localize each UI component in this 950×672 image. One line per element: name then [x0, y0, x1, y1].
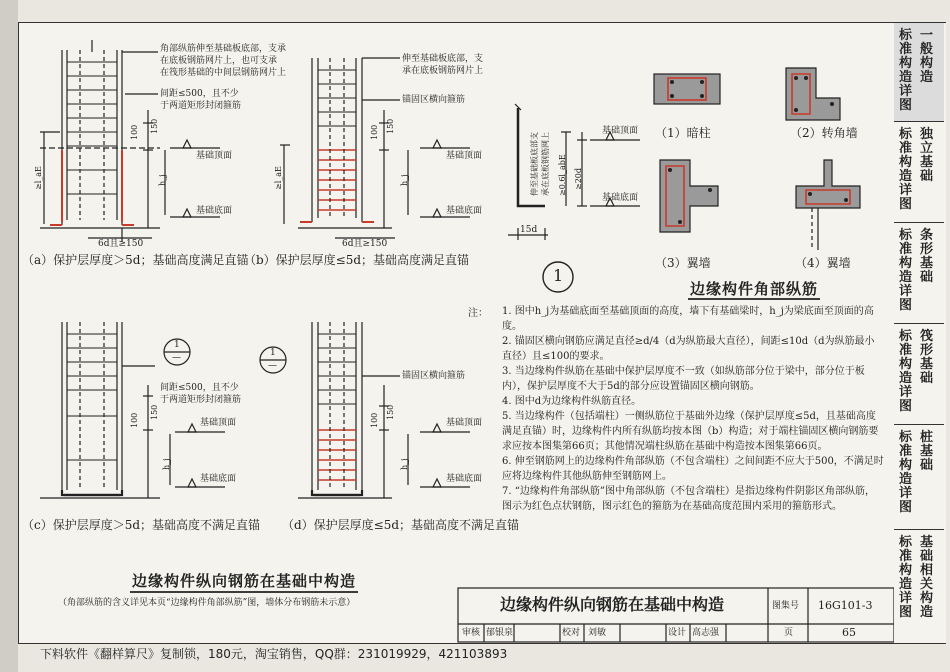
sidebar-tab-label: 基础相关构造	[920, 535, 934, 620]
corner-caption-2: （2）转角墙	[790, 126, 858, 140]
titleblock-designer: 高志强	[692, 628, 720, 638]
a-top-label: 基础顶面	[196, 151, 233, 161]
sidebar-tab-strip-foundation[interactable]	[894, 223, 944, 324]
d-bottom-label: 基础底面	[446, 474, 483, 484]
sidebar-tab-isolated-foundation[interactable]	[894, 122, 944, 223]
corner-caption-1: （1）暗柱	[655, 126, 711, 140]
sidebar-tab-label: 标准构造详图	[899, 535, 913, 620]
titleblock-checker: 刘敏	[588, 628, 607, 638]
section-symbol-number: 1	[553, 266, 564, 285]
detail-vtext-2: 承在底板钢筋网上	[541, 132, 550, 196]
left-section-note: （角部纵筋的含义详见本页“边缘构件角部纵筋”图，墙体分布钢筋未示意）	[58, 598, 356, 608]
diagram-b	[280, 58, 470, 238]
sidebar-tab-label: 标准构造详图	[899, 430, 913, 515]
d-circle-bottom: —	[268, 361, 277, 371]
d-circle-top: 1	[270, 348, 276, 358]
corner-caption-4: （4）翼墙	[795, 256, 851, 270]
titleblock-design-label: 设计	[668, 628, 687, 638]
diagram-d	[260, 322, 470, 498]
b-anchor: 锚固区横向箍筋	[402, 95, 466, 105]
c-dim-100: 100	[130, 412, 139, 428]
c-top-label: 基础顶面	[200, 418, 237, 428]
d-hj: h_j	[400, 458, 409, 470]
sidebar-tab-pile-foundation[interactable]	[894, 425, 944, 530]
right-section-title: 边缘构件角部纵筋	[690, 280, 819, 298]
note-item: 6. 伸至钢筋网上的边缘构件角部纵筋（不包含端柱）之间间距不应大于500，不满足时应将边缘构件其他纵筋伸至钢筋网上。	[502, 456, 884, 482]
titleblock-atlas-no: 16G101-3	[818, 599, 873, 612]
note-item: 2. 锚固区横向钢筋应满足直径≥d/4（d为纵筋最大直径），间距≤10d（d为纵筋最小直径）且≤100的要求。	[502, 336, 875, 362]
detail-dim-3: 15d	[520, 225, 538, 235]
detail-vtext-1: 伸至基础板底部支	[530, 132, 539, 196]
c-bottom-label: 基础底面	[200, 474, 237, 484]
c-caption: （c）保护层厚度＞5d；基础高度不满足直锚	[22, 518, 261, 532]
a-dim-150: 150	[150, 118, 159, 134]
b-la: ≥l_aE	[274, 166, 283, 190]
a-spacing-1: 间距≤500，且不少	[160, 89, 239, 99]
note-item: 4. 图中d为边缘构件纵筋直径。	[502, 396, 642, 407]
a-hj: h_j	[158, 174, 167, 186]
corner-caption-3: （3）翼墙	[655, 256, 711, 270]
detail-top-label: 基础顶面	[602, 126, 639, 136]
titleblock-check-label: 校对	[562, 628, 581, 638]
sidebar-tabs	[894, 22, 946, 644]
b-bottom-dim: 6d且≥150	[342, 239, 388, 249]
c-spacing-2: 于两道矩形封闭箍筋	[160, 395, 242, 405]
sidebar-tab-raft-foundation[interactable]	[894, 324, 944, 425]
sidebar-tab-label: 标准构造详图	[899, 28, 913, 113]
a-bottom-label: 基础底面	[196, 206, 233, 216]
sidebar-tab-label: 标准构造详图	[899, 329, 913, 414]
note-item: 7. “边缘构件角部纵筋”图中角部纵筋（不包含端柱）是指边缘构件阴影区角部纵筋，图示为红色点状钢筋，图示红色的箍筋为在基础高度范围内采用的箍筋形式。	[502, 486, 875, 512]
left-section-title: 边缘构件纵向钢筋在基础中构造	[132, 572, 357, 590]
c-hj: h_j	[162, 458, 171, 470]
detail-bottom-label: 基础底面	[602, 193, 639, 203]
b-top-label: 基础顶面	[446, 151, 483, 161]
diagram-c	[40, 322, 225, 498]
a-note-1: 角部纵筋伸至基础板底部，支承	[160, 44, 287, 54]
notes-list	[484, 304, 884, 514]
titleblock-review-label: 审核	[462, 628, 481, 638]
titleblock-title: 边缘构件纵向钢筋在基础中构造	[500, 595, 725, 614]
d-anchor: 锚固区横向箍筋	[402, 371, 466, 381]
note-item: 5. 当边缘构件（包括端柱）一侧纵筋位于基础外边缘（保护层厚度≤5d，且基础高度满足直锚）时，边缘构件内所有纵筋均按本图（b）构造；对于端柱锚固区横向钢筋要求应按本图集第66页；其他情况端柱纵筋在基础中构造按本图集第66页。	[502, 411, 879, 452]
detail-dim-1: ≥0.6l_abE	[558, 154, 567, 196]
c-circle-top: 1	[174, 340, 180, 350]
sidebar-tab-general[interactable]	[894, 23, 944, 122]
sidebar-tab-related-construction[interactable]	[894, 530, 944, 641]
sidebar-tab-label: 桩基础	[920, 430, 934, 473]
titleblock-atlas-label: 图集号	[772, 601, 800, 611]
note-item: 1. 图中h_j为基础底面至基础顶面的高度，墙下有基础梁时，h_j为梁底面至顶面的高度。	[502, 306, 874, 332]
b-note-1: 伸至基础板底部，支	[402, 54, 484, 64]
a-note-3: 在筏形基础的中间层钢筋网片上	[160, 68, 287, 78]
a-la: ≥l_aE	[34, 166, 43, 190]
sidebar-tab-label: 标准构造详图	[899, 228, 913, 313]
c-dim-150: 150	[150, 404, 159, 420]
d-caption: （d）保护层厚度≤5d；基础高度不满足直锚	[282, 518, 520, 532]
notes-label: 注：	[468, 308, 488, 319]
sidebar-tab-label: 条形基础	[920, 228, 934, 285]
b-note-2: 承在底板钢筋网片上	[402, 66, 484, 76]
d-dim-150: 150	[386, 404, 395, 420]
b-hj: h_j	[400, 174, 409, 186]
b-dim-150: 150	[386, 118, 395, 134]
c-spacing-1: 间距≤500，且不少	[160, 383, 239, 393]
a-spacing-2: 于两道矩形封闭箍筋	[160, 101, 242, 111]
d-top-label: 基础顶面	[446, 418, 483, 428]
d-dim-100: 100	[370, 412, 379, 428]
b-caption: （b）保护层厚度≤5d；基础高度满足直锚	[244, 253, 470, 267]
sidebar-tab-label: 筏形基础	[920, 329, 934, 386]
a-dim-100: 100	[130, 124, 139, 140]
footer-text: 下料软件《翻样算尺》复制锁，180元，淘宝销售，QQ群：231019929，421103893	[40, 647, 508, 661]
titleblock-reviewer: 郁银泉	[486, 628, 514, 638]
detail-dim-2: ≥20d	[574, 167, 583, 190]
titleblock-page-no: 65	[842, 626, 856, 639]
b-bottom-label: 基础底面	[446, 206, 483, 216]
b-dim-100: 100	[370, 124, 379, 140]
a-bottom-dim: 6d且≥150	[98, 239, 144, 249]
a-note-2: 在底板钢筋网片上，也可支承	[160, 56, 278, 66]
sidebar-tab-label: 独立基础	[920, 127, 934, 184]
sidebar-tab-label: 一般构造	[920, 28, 934, 85]
corner-sections	[654, 68, 860, 250]
a-caption: （a）保护层厚度＞5d；基础高度满足直锚	[22, 253, 249, 267]
sidebar-tab-label: 标准构造详图	[899, 127, 913, 212]
note-item: 3. 当边缘构件纵筋在基础中保护层厚度不一致（如纵筋部分位于梁中，部分位于板内），保护层厚度不大于5d的部分应设置锚固区横向钢筋。	[502, 366, 865, 392]
c-circle-bottom: —	[172, 353, 181, 363]
titleblock-page-label: 页	[784, 628, 794, 638]
